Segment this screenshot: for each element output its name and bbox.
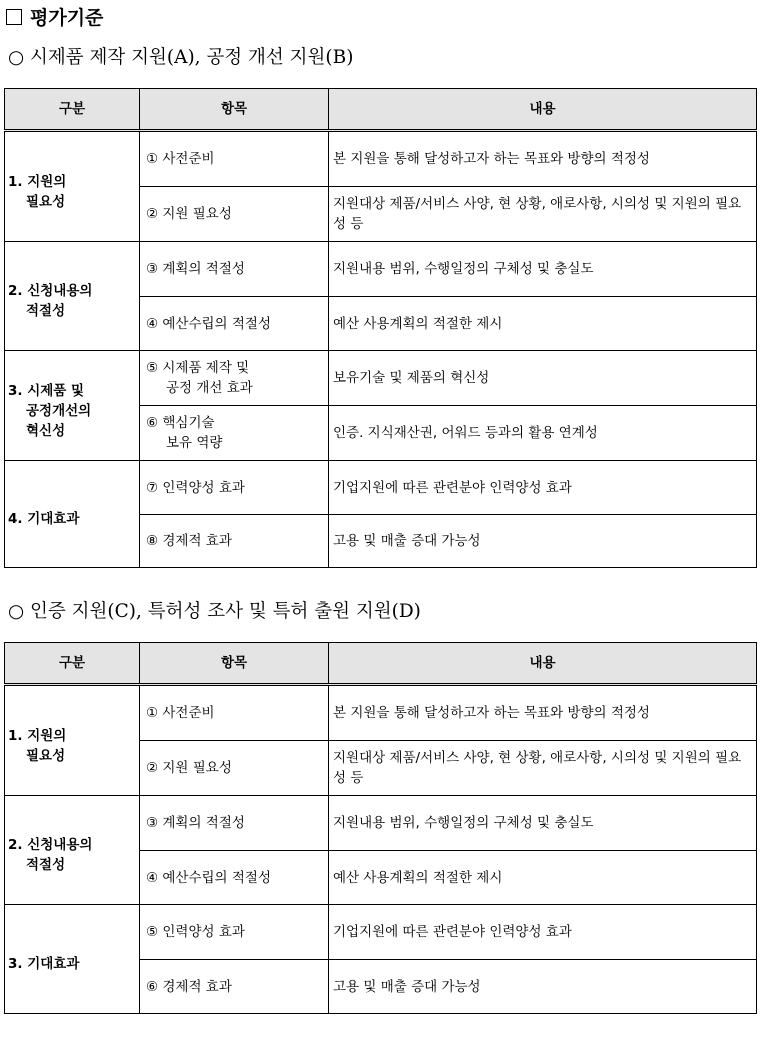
table-row [5, 242, 757, 297]
category-cell: 2. 신청내용의 적절성 [5, 242, 140, 351]
content-cell: 보유기술 및 제품의 혁신성 [329, 351, 757, 406]
table-row [5, 461, 757, 515]
item-cell: ① 사전준비 [140, 131, 329, 187]
content-cell: 본 지원을 통해 달성하고자 하는 목표와 방향의 적정성 [329, 685, 757, 741]
item-cell: ⑥ 경제적 효과 [140, 960, 329, 1014]
header-item: 항목 [140, 643, 329, 685]
header-content: 내용 [329, 643, 757, 685]
section-heading-ab: ○ 시제품 제작 지원(A), 공정 개선 지원(B) [8, 47, 354, 68]
criteria-table-ab [4, 88, 757, 568]
section-heading-cd: ○ 인증 지원(C), 특허성 조사 및 특허 출원 지원(D) [8, 601, 421, 622]
header-item: 항목 [140, 89, 329, 131]
item-cell: ⑦ 인력양성 효과 [140, 461, 329, 515]
item-cell: ⑧ 경제적 효과 [140, 515, 329, 568]
checkbox-icon [6, 9, 22, 25]
table-header-row [5, 643, 757, 685]
content-cell: 예산 사용계획의 적절한 제시 [329, 297, 757, 351]
category-cell: 3. 시제품 및 공정개선의 혁신성 [5, 351, 140, 461]
item-cell: ① 사전준비 [140, 685, 329, 741]
item-cell: ③ 계획의 적절성 [140, 796, 329, 851]
item-cell: ② 지원 필요성 [140, 187, 329, 242]
category-cell: 4. 기대효과 [5, 461, 140, 568]
header-content: 내용 [329, 89, 757, 131]
content-cell: 지원내용 범위, 수행일정의 구체성 및 충실도 [329, 242, 757, 297]
item-cell: ② 지원 필요성 [140, 741, 329, 796]
header-category: 구분 [5, 643, 140, 685]
content-cell: 인증. 지식재산권, 어워드 등과의 활용 연계성 [329, 406, 757, 461]
content-cell: 본 지원을 통해 달성하고자 하는 목표와 방향의 적정성 [329, 131, 757, 187]
table-row [5, 905, 757, 960]
content-cell: 예산 사용계획의 적절한 제시 [329, 851, 757, 905]
item-cell: ④ 예산수립의 적절성 [140, 297, 329, 351]
page-title-text: 평가기준 [30, 6, 104, 29]
item-cell: ④ 예산수립의 적절성 [140, 851, 329, 905]
content-cell: 지원대상 제품/서비스 사양, 현 상황, 애로사항, 시의성 및 지원의 필요성 등 [329, 741, 757, 796]
content-cell: 기업지원에 따른 관련분야 인력양성 효과 [329, 905, 757, 960]
criteria-table-cd [4, 642, 757, 1014]
table-row [5, 131, 757, 187]
item-cell: ⑥ 핵심기술 보유 역량 [140, 406, 329, 461]
table-row [5, 796, 757, 851]
content-cell: 지원내용 범위, 수행일정의 구체성 및 충실도 [329, 796, 757, 851]
item-cell: ⑤ 인력양성 효과 [140, 905, 329, 960]
item-cell: ⑤ 시제품 제작 및 공정 개선 효과 [140, 351, 329, 406]
content-cell: 고용 및 매출 증대 가능성 [329, 960, 757, 1014]
page-title [6, 2, 103, 30]
content-cell: 지원대상 제품/서비스 사양, 현 상황, 애로사항, 시의성 및 지원의 필요성 등 [329, 187, 757, 242]
category-cell: 1. 지원의 필요성 [5, 685, 140, 796]
table-row [5, 685, 757, 741]
content-cell: 고용 및 매출 증대 가능성 [329, 515, 757, 568]
category-cell: 1. 지원의 필요성 [5, 131, 140, 242]
table-header-row [5, 89, 757, 131]
table-row [5, 351, 757, 406]
content-cell: 기업지원에 따른 관련분야 인력양성 효과 [329, 461, 757, 515]
header-category: 구분 [5, 89, 140, 131]
category-cell: 3. 기대효과 [5, 905, 140, 1014]
item-cell: ③ 계획의 적절성 [140, 242, 329, 297]
category-cell: 2. 신청내용의 적절성 [5, 796, 140, 905]
